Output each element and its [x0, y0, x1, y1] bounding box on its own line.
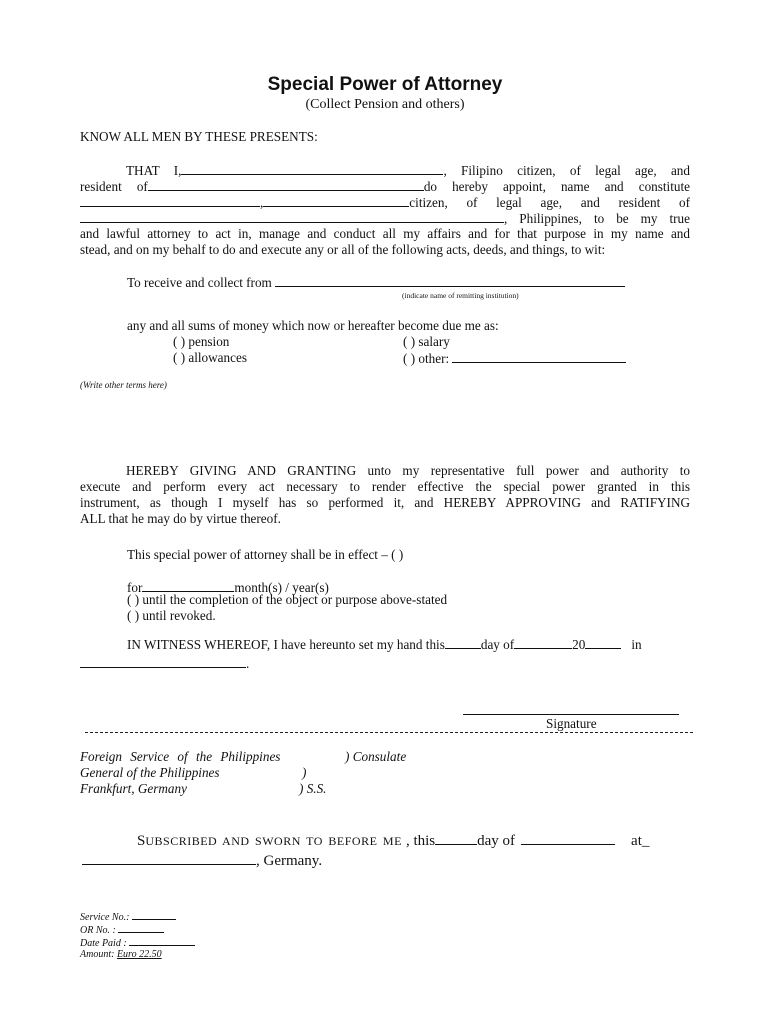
paragraph-line-1	[80, 162, 690, 179]
months-years-text: month(s) / year(s)	[234, 580, 329, 595]
fsp-line-2-right: )	[302, 765, 307, 780]
service-no-blank[interactable]	[132, 910, 176, 920]
receive-line	[127, 274, 625, 291]
date-paid-blank[interactable]	[129, 936, 195, 946]
fsp-line-3-right: ) S.S.	[299, 781, 327, 796]
amount-line	[80, 949, 162, 960]
period-text: .	[246, 656, 250, 671]
subscribed-initial: S	[137, 833, 146, 849]
signature-line[interactable]	[463, 714, 679, 715]
duration-blank[interactable]	[142, 579, 234, 592]
sworn-place-line	[82, 850, 322, 870]
witness-text: IN WITNESS WHEREOF, I have hereunto set my hand this	[127, 637, 445, 652]
subscribed-line	[137, 830, 649, 850]
sums-text: any and all sums of money which now or hereafter become due me as:	[127, 318, 499, 333]
attorney-name-blank[interactable]	[80, 194, 260, 207]
hereby-line-2: execute and perform every act necessary to render effective the special power granted in this	[80, 479, 690, 494]
paragraph-line-5: and lawful attorney to act in, manage and conduct all my affairs and for that purpose in my name and	[80, 226, 690, 241]
or-no-line	[80, 923, 164, 936]
in-text: in	[631, 637, 642, 652]
sworn-place-blank[interactable]	[82, 850, 256, 865]
philippines-text: , Philippines, to be my true	[504, 211, 690, 226]
attorney-residence-blank[interactable]	[80, 210, 504, 223]
receive-text: To receive and collect from	[127, 275, 272, 290]
effect-text: This special power of attorney shall be in effect – ( )	[127, 547, 404, 562]
until-completion-option[interactable]: ( ) until the completion of the object or purpose above-stated	[127, 592, 448, 607]
date-paid-line	[80, 936, 195, 949]
amount-value: Euro 22.50	[116, 949, 162, 960]
fsp-line-2-left: General of the Philippines	[80, 765, 220, 780]
remitting-institution-blank[interactable]	[275, 274, 625, 287]
service-no-line	[80, 910, 176, 923]
year-prefix-text: 20	[572, 637, 586, 652]
hereby-line-1: HEREBY GIVING AND GRANTING unto my representative full power and authority to	[126, 463, 690, 478]
paragraph-line-6: stead, and on my behalf to do and execute any or all of the following acts, deeds, and things, to wit:	[80, 242, 606, 257]
fsp-line-1-left: Foreign Service of the Philippines	[80, 749, 281, 764]
for-text: for	[127, 580, 143, 595]
date-paid-label: Date Paid :	[80, 938, 127, 949]
sworn-day-of-text: day of	[477, 833, 516, 849]
subscribed-text: UBSCRIBED AND SWORN TO BEFORE ME	[145, 834, 402, 848]
dashed-divider	[85, 732, 693, 733]
filipino-citizen-text: , Filipino citizen, of legal age, and	[443, 163, 690, 178]
comma-text: ,	[260, 195, 264, 210]
paragraph-line-3	[80, 194, 690, 211]
amount-label: Amount:	[80, 949, 115, 960]
know-all-heading: KNOW ALL MEN BY THESE PRESENTS:	[80, 129, 318, 144]
citizen-text: citizen, of legal age, and resident of	[409, 195, 690, 210]
witness-place-line	[80, 655, 249, 672]
principal-residence-blank[interactable]	[148, 178, 424, 191]
resident-of-text: resident of	[80, 179, 148, 194]
this-text: , this	[405, 833, 436, 849]
appoint-text: do hereby appoint, name and constitute	[423, 179, 690, 194]
or-no-blank[interactable]	[118, 923, 164, 933]
signature-label: Signature	[546, 716, 597, 731]
write-other-note: (Write other terms here)	[80, 380, 167, 390]
witness-line	[127, 636, 642, 653]
hereby-line-4: ALL that he may do by virtue thereof.	[80, 511, 281, 526]
attorney-citizenship-blank[interactable]	[263, 194, 409, 207]
option-other-label: ( ) other:	[403, 351, 450, 366]
witness-month-blank[interactable]	[514, 636, 572, 649]
hereby-line-3: instrument, as though I myself has so performed it, and HEREBY APPROVING and RATIFYING	[80, 495, 690, 510]
service-no-label: Service No.:	[80, 912, 130, 923]
witness-year-blank[interactable]	[585, 636, 621, 649]
principal-name-blank[interactable]	[181, 162, 443, 175]
witness-place-blank[interactable]	[80, 655, 246, 668]
paragraph-line-4	[80, 210, 690, 227]
sworn-month-blank[interactable]	[521, 830, 615, 845]
fsp-line-3-left: Frankfurt, Germany	[80, 781, 187, 796]
option-other[interactable]	[403, 350, 626, 367]
day-of-text: day of	[480, 637, 515, 652]
witness-day-blank[interactable]	[445, 636, 481, 649]
until-revoked-option[interactable]: ( ) until revoked.	[127, 608, 216, 623]
germany-text: , Germany.	[256, 853, 323, 869]
other-terms-blank[interactable]	[452, 350, 626, 363]
option-allowances[interactable]: ( ) allowances	[173, 350, 247, 365]
paragraph-line-2	[80, 178, 690, 195]
indicate-note: (indicate name of remitting institution)	[402, 291, 519, 300]
fsp-line-1-right: ) Consulate	[345, 749, 407, 764]
option-pension[interactable]: ( ) pension	[173, 334, 230, 349]
option-salary[interactable]: ( ) salary	[403, 334, 450, 349]
sworn-day-blank[interactable]	[435, 830, 477, 845]
document-subtitle: (Collect Pension and others)	[305, 97, 465, 112]
at-text: at_	[631, 833, 650, 849]
document-title: Special Power of Attorney	[267, 74, 503, 95]
or-no-label: OR No. :	[80, 925, 116, 936]
that-i-text: THAT I,	[126, 163, 182, 178]
